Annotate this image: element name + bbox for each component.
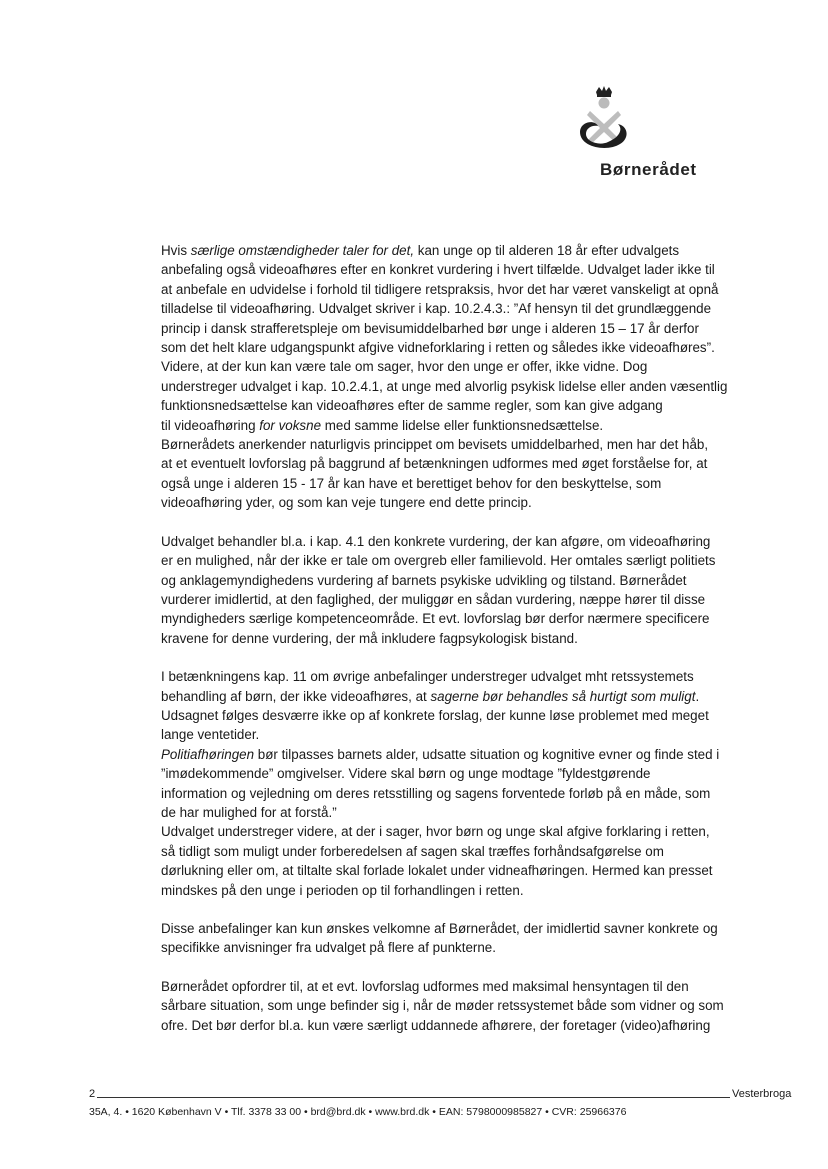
text-segment: Børnerådet opfordrer til, at et evt. lovforslag udformes med maksimal hensyntagen til den: [161, 978, 689, 994]
text-line: [161, 454, 731, 473]
text-segment: I betænkningens kap. 11 om øvrige anbefalinger understreger udvalget mht retssystemets: [161, 669, 694, 685]
footer-address: 35A, 4. • 1620 København V • Tlf. 3378 33 00 • brd@brd.dk • www.brd.dk • EAN: 5798000985827 • CVR: 25966376: [89, 1106, 627, 1118]
text-line: [161, 319, 731, 338]
text-line: [161, 396, 731, 415]
emphasized-text: Politiafhøringen: [161, 746, 255, 762]
text-segment: med samme lidelse eller funktionsnedsættelse.: [321, 417, 604, 433]
text-segment: ”imødekommende” omgivelser. Videre skal børn og unge modtage ”fyldestgørende: [161, 766, 651, 782]
text-line: [161, 861, 731, 880]
text-segment: princip i dansk strafferetspleje om bevisumiddelbarhed bør unge i alderen 15 – 17 år derfor: [161, 320, 699, 336]
text-line: [161, 667, 731, 686]
emphasized-text: sagerne bør behandles så hurtigt som muligt: [430, 688, 696, 704]
text-line: [161, 609, 731, 628]
text-segment: Hvis: [161, 243, 191, 258]
text-segment: Disse anbefalinger kan kun ønskes velkomne af Børnerådet, der imidlertid savner konkrete og: [161, 921, 718, 936]
text-segment: sårbare situation, som unge befinder sig i, når de møder retssystemet både som vidner og som: [161, 998, 724, 1014]
text-line: [161, 764, 731, 783]
text-segment: tilladelse til videoafhøring. Udvalget skriver i kap. 10.2.4.3.: ”Af hensyn til det grundlæggende: [161, 301, 712, 317]
text-segment: information og vejledning om deres retsstilling og sagens forventede forløb på en måde, som: [161, 785, 711, 801]
text-line: [161, 280, 731, 299]
text-line: [161, 357, 731, 376]
paragraph: [161, 241, 731, 513]
text-segment: er en mulighed, når der ikke er tale om overgreb eller familievold. Her omtales særligt politiets: [161, 553, 716, 569]
footer-divider: [97, 1097, 730, 1098]
text-segment: Børnerådets anerkender naturligvis princippet om bevisets umiddelbarhed, men har det håb,: [161, 437, 709, 453]
text-line: [161, 784, 731, 803]
text-line: [161, 532, 731, 551]
text-line: [161, 977, 731, 996]
emphasized-text: særlige omstændigheder taler for det,: [190, 243, 415, 258]
text-segment: lange ventetider.: [161, 727, 260, 743]
text-segment: myndigheders særlige kompetenceområde. Et evt. lovforslag bør derfor nærmere specificere: [161, 611, 710, 627]
text-line: [161, 590, 731, 609]
text-segment: at et eventuelt lovforslag på baggrund af betænkningen udformes med øget forståelse for, at: [161, 456, 708, 472]
paragraph: [161, 532, 731, 648]
text-segment: vurderer imidlertid, at den faglighed, der muliggør en sådan vurdering, næppe hører til disse: [161, 591, 706, 607]
text-line: [161, 416, 731, 435]
text-line: [161, 938, 731, 957]
text-line: [161, 377, 731, 396]
text-segment: Videre, at der kun kan være tale om sager, hvor den unge er offer, ikke vidne. Dog: [161, 359, 648, 375]
text-line: [161, 996, 731, 1015]
paragraph: [161, 919, 731, 958]
text-line: [161, 493, 731, 512]
text-line: [161, 919, 731, 938]
text-segment: .: [695, 688, 700, 704]
text-line: [161, 338, 731, 357]
text-segment: behandling af børn, der ikke videoafhøres, at: [161, 688, 431, 704]
text-line: [161, 474, 731, 493]
text-segment: understreger udvalget i kap. 10.2.4.1, at unge med alvorlig psykisk lidelse eller anden væsentlig: [161, 378, 728, 394]
text-line: [161, 629, 731, 648]
text-segment: de har mulighed for at forstå.”: [161, 804, 337, 820]
emphasized-text: for voksne: [259, 417, 322, 433]
letter-body: [161, 241, 731, 1054]
text-line: [161, 706, 731, 725]
text-line: [161, 745, 731, 764]
text-segment: også unge i alderen 15 - 17 år kan have et berettiget behov for den beskyttelse, som: [161, 475, 662, 491]
text-segment: Udvalget behandler bl.a. i kap. 4.1 den konkrete vurdering, der kan afgøre, om videoafhøring: [161, 533, 711, 549]
organization-name: Børnerådet: [600, 160, 697, 179]
page-number: 2: [89, 1088, 96, 1100]
text-segment: og anklagemyndighedens vurdering af barnets psykiske udvikling og tilstand. Børnerådet: [161, 572, 687, 588]
paragraph: [161, 667, 731, 900]
text-segment: kravene for denne vurdering, der må inkludere fagpsykologisk bistand.: [161, 630, 578, 646]
text-line: [161, 241, 731, 260]
text-segment: specifikke anvisninger fra udvalget på flere af punkterne.: [161, 940, 496, 956]
paragraph: [161, 977, 731, 1035]
text-segment: til videoafhøring: [161, 417, 260, 433]
text-line: [161, 551, 731, 570]
borneradet-logo-icon: [574, 86, 634, 156]
text-segment: funktionsnedsættelse kan videoafhøres efter de samme regler, som kan give adgang: [161, 398, 663, 414]
text-line: [161, 803, 731, 822]
text-line: [161, 687, 731, 706]
text-line: [161, 571, 731, 590]
text-segment: mindskes på den unge i perioden op til forhandlingen i retten.: [161, 882, 524, 898]
footer-street: Vesterbroga: [732, 1088, 792, 1100]
text-segment: at anbefale en udvidelse i forhold til tidligere retspraksis, hvor det har været vanskeligt at opnå: [161, 281, 719, 297]
text-line: [161, 260, 731, 279]
text-segment: som det helt klare udgangspunkt afgive vidneforklaring i retten og således ikke videoafhøres”.: [161, 340, 715, 356]
text-line: [161, 842, 731, 861]
text-line: [161, 1016, 731, 1035]
text-line: [161, 822, 731, 841]
text-segment: videoafhøring yder, og som kan veje tungere end dette princip.: [161, 495, 532, 511]
text-segment: så tidligt som muligt under forberedelsen af sagen skal træffes forhåndsafgørelse om: [161, 843, 664, 859]
text-line: [161, 299, 731, 318]
text-line: [161, 881, 731, 900]
text-segment: Udsagnet følges desværre ikke op af konkrete forslag, der kunne løse problemet med meget: [161, 707, 709, 723]
text-segment: Udvalget understreger videre, at der i sager, hvor børn og unge skal afgive forklaring i retten,: [161, 824, 710, 840]
text-segment: anbefaling også videoafhøres efter en konkret vurdering i hvert tilfælde. Udvalget lader ikke til: [161, 262, 715, 278]
text-segment: bør tilpasses barnets alder, udsatte situation og kognitive evner og finde sted i: [254, 746, 720, 762]
text-segment: ofre. Det bør derfor bl.a. kun være særligt uddannede afhørere, der foretager (video)afhøring: [161, 1017, 711, 1033]
text-segment: dørlukning eller om, at tiltalte skal forlade lokalet under vidneafhøringen. Hermed kan presset: [161, 863, 713, 879]
text-segment: kan unge op til alderen 18 år efter udvalgets: [414, 243, 680, 258]
text-line: [161, 725, 731, 744]
text-line: [161, 435, 731, 454]
